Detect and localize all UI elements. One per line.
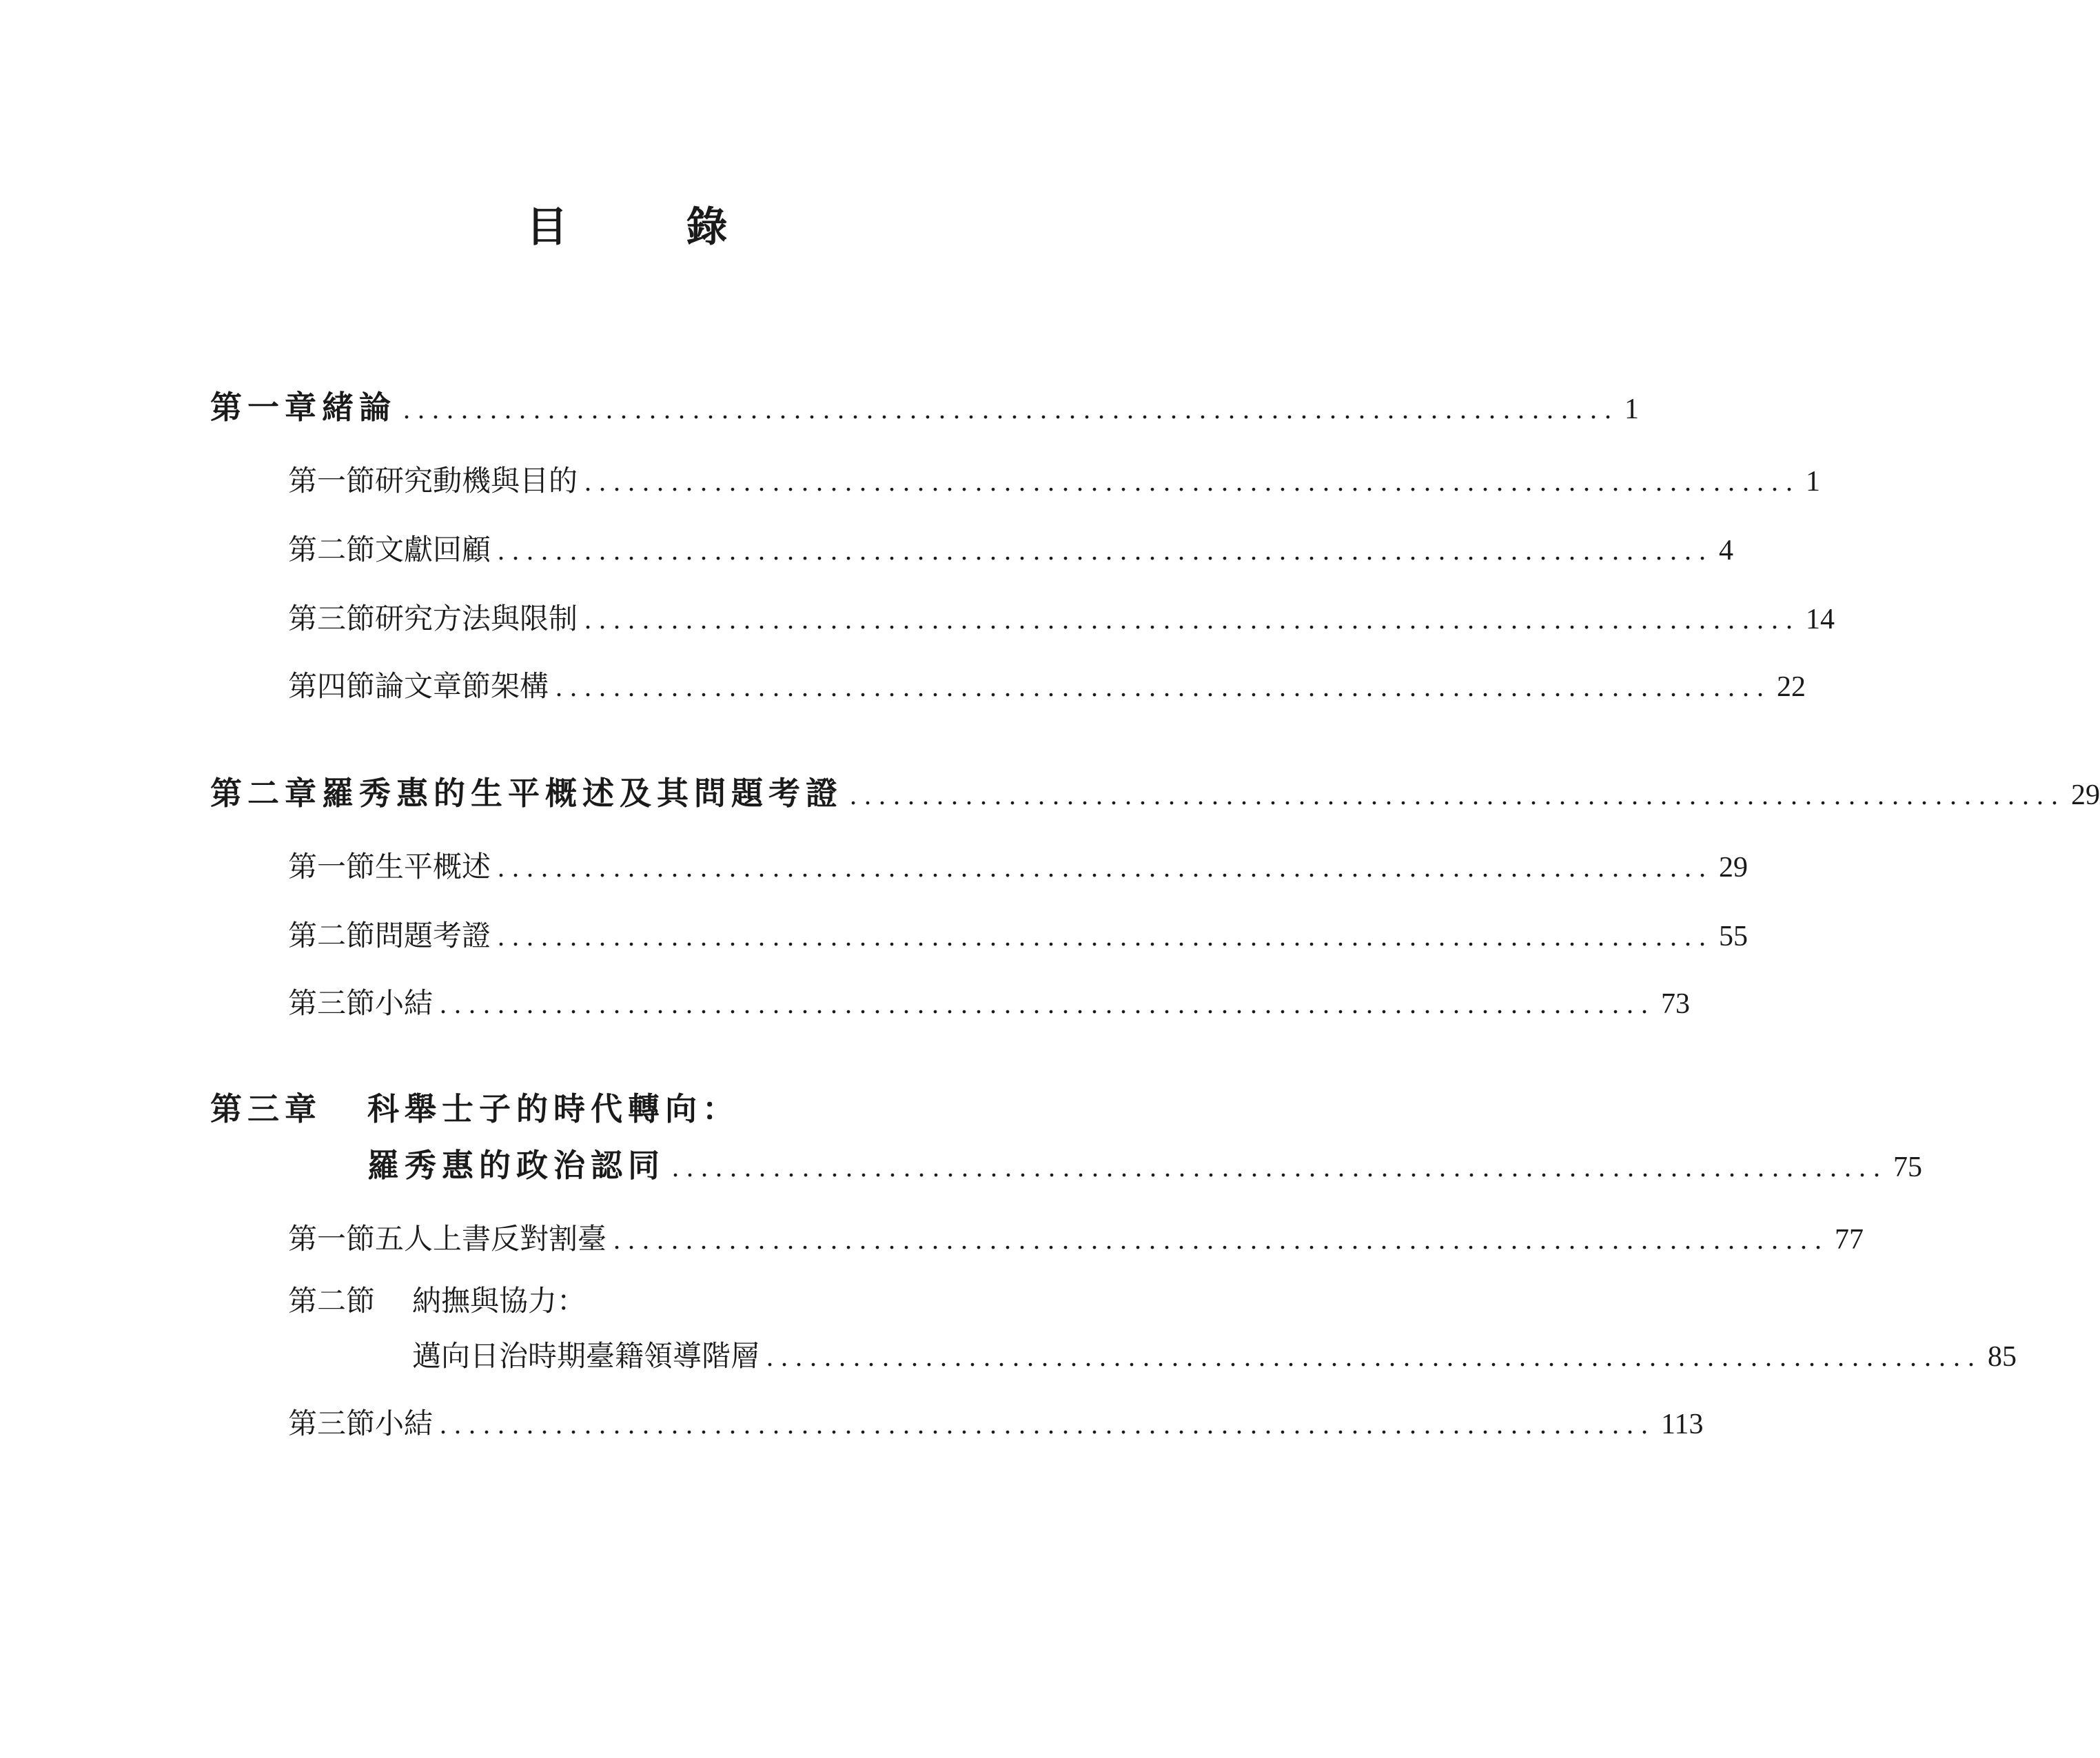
section-number: 第一節 xyxy=(288,464,376,498)
chapter-title: 緒論 xyxy=(322,389,396,426)
toc-section-3-1[interactable] xyxy=(288,1216,1864,1258)
page-number: 29 xyxy=(1719,852,1749,883)
dot-leader: .................................................................................... xyxy=(766,1341,1983,1372)
chapter-number: 第一章 xyxy=(210,389,322,426)
page-number: 113 xyxy=(1661,1409,1704,1440)
toc-chapter-2[interactable] xyxy=(210,768,2100,814)
toc-chapter-3-line1[interactable] xyxy=(210,1084,1057,1130)
page-number: 73 xyxy=(1661,988,1691,1020)
toc-section-1-1[interactable] xyxy=(288,458,1821,500)
section-title: 小結 xyxy=(375,1407,434,1440)
page-number: 1 xyxy=(1624,393,1639,425)
chapter-number: 第三章 xyxy=(210,1090,322,1127)
page-number: 4 xyxy=(1719,535,1734,566)
section-title-line1: 納撫與協力： xyxy=(412,1284,587,1318)
section-title: 問題考證 xyxy=(375,919,491,952)
toc-section-3-2[interactable] xyxy=(412,1333,2017,1375)
dot-leader: .................................................................................... xyxy=(850,779,2066,810)
page-number: 22 xyxy=(1777,671,1806,703)
chapter-title: 羅秀惠的生平概述及其問題考證 xyxy=(322,775,843,812)
chapter-number: 第二章 xyxy=(210,775,322,812)
dot-leader: .................................................................................... xyxy=(672,1152,1888,1183)
page-number: 14 xyxy=(1806,604,1835,635)
toc-section-3-3[interactable] xyxy=(288,1401,1704,1442)
dot-leader: .................................................................................... xyxy=(584,466,1801,497)
page-number: 85 xyxy=(1988,1341,2017,1373)
chapter-title-line1: 科舉士子的時代轉向： xyxy=(367,1090,740,1127)
section-title: 論文章節架構 xyxy=(375,669,549,703)
section-number: 第三節 xyxy=(288,602,376,635)
toc-section-1-3[interactable] xyxy=(288,596,1835,637)
section-number: 第三節 xyxy=(288,1407,376,1440)
dot-leader: .................................................................................... xyxy=(403,393,1619,425)
page-number: 1 xyxy=(1806,466,1821,498)
dot-leader: .................................................................................... xyxy=(440,988,1656,1019)
section-title: 小結 xyxy=(375,986,434,1020)
toc-chapter-3[interactable] xyxy=(367,1141,1922,1186)
section-number: 第一節 xyxy=(288,1222,376,1256)
toc-section-3-2-line1[interactable] xyxy=(288,1278,586,1320)
section-number: 第二節 xyxy=(288,1284,376,1318)
dot-leader: .................................................................................... xyxy=(613,1224,1830,1255)
dot-leader: .................................................................................... xyxy=(498,921,1714,952)
toc-chapter-1[interactable] xyxy=(210,382,1639,428)
section-title-line2: 邁向日治時期臺籍領導階層 xyxy=(412,1339,760,1373)
section-title: 研究方法與限制 xyxy=(375,602,578,635)
page-number: 29 xyxy=(2071,779,2100,811)
page-number: 55 xyxy=(1719,921,1749,952)
section-title: 研究動機與目的 xyxy=(375,464,578,498)
section-number: 第一節 xyxy=(288,850,376,883)
section-title: 生平概述 xyxy=(375,850,491,883)
dot-leader: .................................................................................... xyxy=(498,852,1714,883)
toc-section-2-1[interactable] xyxy=(288,844,1749,886)
page-title: 目 錄 xyxy=(526,203,766,252)
dot-leader: .................................................................................... xyxy=(440,1409,1656,1440)
page-number: 75 xyxy=(1893,1152,1922,1183)
dot-leader: .................................................................................... xyxy=(498,535,1714,566)
toc-section-2-2[interactable] xyxy=(288,913,1749,954)
section-number: 第二節 xyxy=(288,919,376,952)
toc-section-1-4[interactable] xyxy=(288,664,1806,705)
toc-section-1-2[interactable] xyxy=(288,527,1734,569)
section-number: 第二節 xyxy=(288,533,376,566)
toc-section-2-3[interactable] xyxy=(288,981,1691,1022)
dot-leader: .................................................................................... xyxy=(555,671,1772,702)
chapter-title-line2: 羅秀惠的政治認同 xyxy=(367,1147,665,1184)
section-number: 第四節 xyxy=(288,669,376,703)
section-number: 第三節 xyxy=(288,986,376,1020)
page-number: 77 xyxy=(1835,1224,1864,1256)
dot-leader: .................................................................................... xyxy=(584,604,1801,635)
section-title: 五人上書反對割臺 xyxy=(375,1222,607,1256)
section-title: 文獻回顧 xyxy=(375,533,491,566)
